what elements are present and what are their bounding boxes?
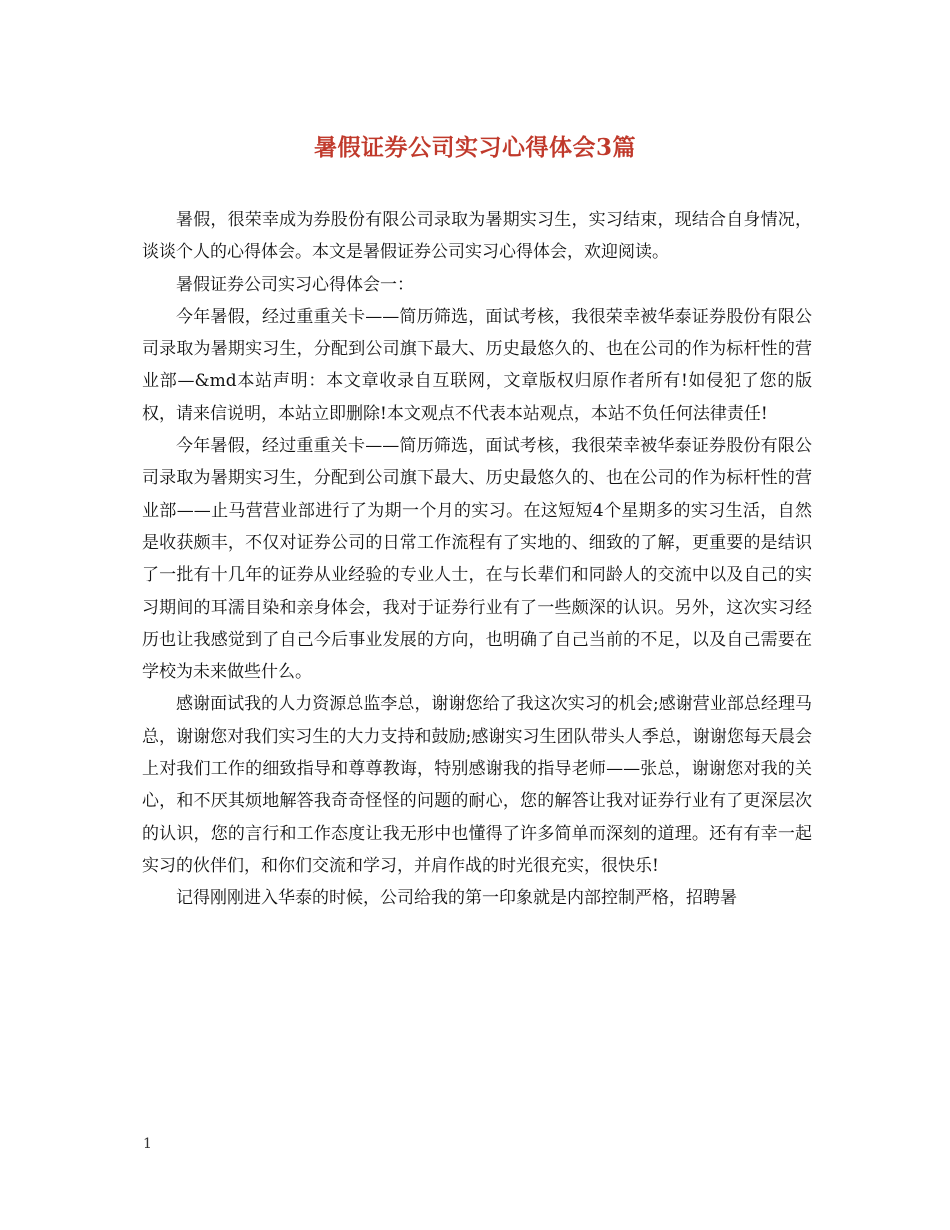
paragraph-4: 记得刚刚进入华泰的时候，公司给我的第一印象就是内部控制严格，招聘暑	[176, 888, 737, 909]
paragraph-2: 今年暑假，经过重重关卡——简历筛选，面试考核，我很荣幸被华泰证券股份有限公司录取为暑期实习生，分配到公司旗下最大、历史最悠久的、也在公司的作为标杆性的营业部——止马营营业部进行了为期一个月的实习。在这短短4个星期多的实习生活，自然是收获颇丰，不仅对证券公司的日常工作流程有了实地的、细致的了解，更重要的是结识了一批有十几年的证券从业经验的专业人士，在与长辈们和同龄人的交流中以及自己的实习期间的耳濡目染和亲身体会，我对于证券行业有了一些颇深的认识。另外，这次实习经历也让我感觉到了自己今后事业发展的方向，也明确了自己当前的不足，以及自己需要在学校为未来做些什么。	[142, 436, 812, 683]
paragraph-section-heading: 暑假证券公司实习心得体会一：	[176, 274, 414, 295]
document-body	[142, 204, 812, 915]
paragraph-3: 感谢面试我的人力资源总监李总，谢谢您给了我这次实习的机会;感谢营业部总经理马总，谢谢您对我们实习生的大力支持和鼓励;感谢实习生团队带头人季总，谢谢您每天晨会上对我们工作的细致指导和尊尊教诲，特别感谢我的指导老师——张总，谢谢您对我的关心，和不厌其烦地解答我奇奇怪怪的问题的耐心，您的解答让我对证券行业有了更深层次的认识，您的言行和工作态度让我无形中也懂得了许多简单而深刻的道理。还有有幸一起实习的伙伴们，和你们交流和学习，并肩作战的时光很充实，很快乐!	[142, 694, 812, 876]
document-title: 暑假证券公司实习心得体会3篇	[313, 134, 636, 161]
page-number: 1	[143, 1136, 152, 1152]
paragraph-intro: 暑假，很荣幸成为券股份有限公司录取为暑期实习生，实习结束，现结合自身情况，谈谈个人的心得体会。本文是暑假证券公司实习心得体会，欢迎阅读。	[142, 210, 812, 263]
paragraph-1: 今年暑假，经过重重关卡——简历筛选，面试考核，我很荣幸被华泰证券股份有限公司录取为暑期实习生，分配到公司旗下最大、历史最悠久的、也在公司的作为标杆性的营业部—&md本站声明：本文章收录自互联网，文章版权归原作者所有!如侵犯了您的版权，请来信说明，本站立即删除!本文观点不代表本站观点，本站不负任何法律责任!	[142, 306, 812, 424]
